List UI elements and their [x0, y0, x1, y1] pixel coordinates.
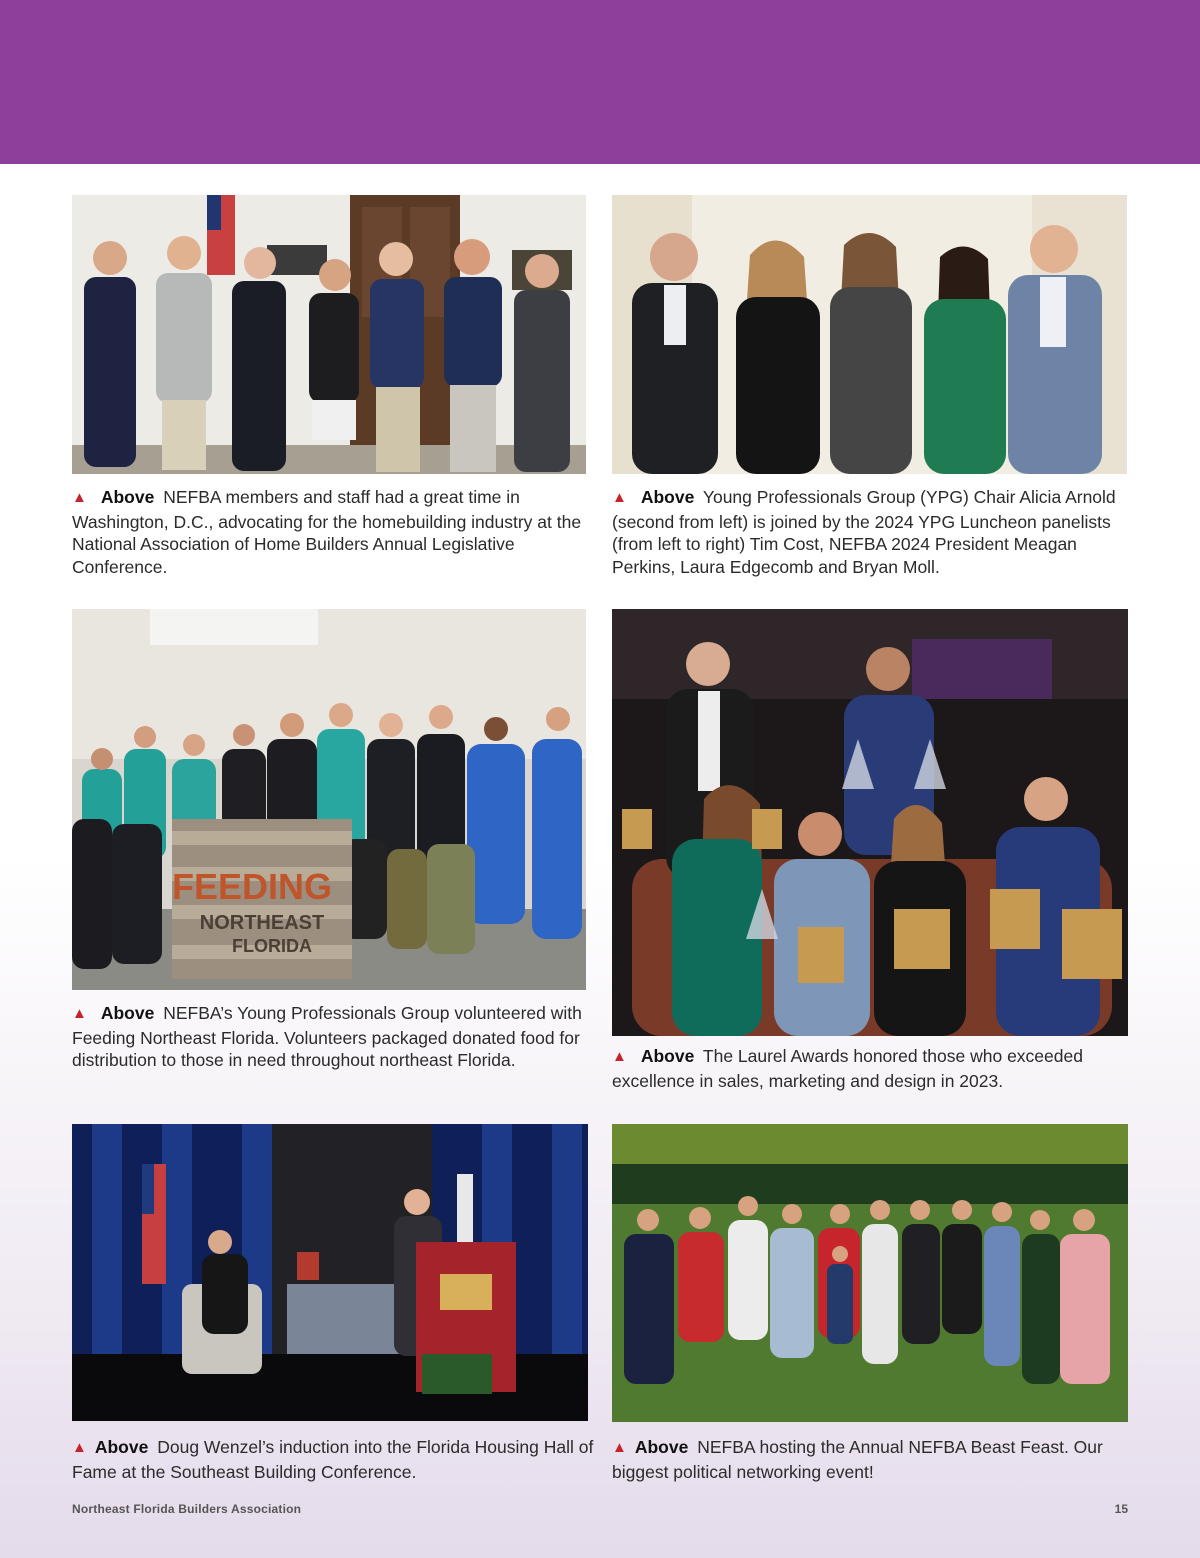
photo-beast-feast: [612, 1124, 1128, 1422]
footer-organization: Northeast Florida Builders Association: [72, 1502, 302, 1516]
photo-hall-of-fame: [72, 1124, 588, 1421]
header-band: [0, 0, 1200, 164]
triangle-marker-icon: ▲: [612, 1439, 627, 1456]
feeding-sign-line1: FEEDING: [171, 866, 333, 907]
caption-laurel: ▲ Above The Laurel Awards honored those who exceeded excellence in sales, marketing and design in 2023.: [612, 1046, 1083, 1091]
caption-feeding: ▲ Above NEFBA’s Young Professionals Group volunteered with Feeding Northeast Florida. Volunteers packaged donated food for distribution to those in need throughout northeast Florida.: [72, 1003, 582, 1070]
caption-washington: ▲ Above NEFBA members and staff had a great time in Washington, D.C., advocating for the homebuilding industry at the National Association of Home Builders Annual Legislative Conference.: [72, 487, 582, 577]
photo-ypg-panelists: [612, 195, 1127, 474]
feeding-sign-line3: FLORIDA: [232, 936, 312, 956]
photo-laurel-awards: [612, 609, 1128, 1036]
page-number: 15: [1114, 1502, 1128, 1516]
triangle-marker-icon: ▲: [72, 1439, 87, 1456]
triangle-marker-icon: ▲: [72, 489, 87, 506]
caption-hall-of-fame: ▲ Above Doug Wenzel’s induction into the Florida Housing Hall of Fame at the Southeast Building Conference.: [72, 1437, 594, 1482]
triangle-marker-icon: ▲: [72, 1005, 87, 1022]
feeding-sign-line2: NORTHEAST: [199, 912, 325, 934]
caption-ypg: ▲ Above Young Professionals Group (YPG) Chair Alicia Arnold (second from left) is joined by the 2024 YPG Luncheon panelists (from left to right) Tim Cost, NEFBA 2024 President Meagan Perkins, Laura Edgecomb and Bryan Moll.: [612, 487, 1116, 577]
photo-washington-group: [72, 195, 586, 474]
triangle-marker-icon: ▲: [612, 489, 627, 506]
photo-feeding-volunteers: [72, 609, 586, 990]
triangle-marker-icon: ▲: [612, 1048, 627, 1065]
caption-beast-feast: ▲ Above NEFBA hosting the Annual NEFBA Beast Feast. Our biggest political networking event!: [612, 1437, 1103, 1482]
